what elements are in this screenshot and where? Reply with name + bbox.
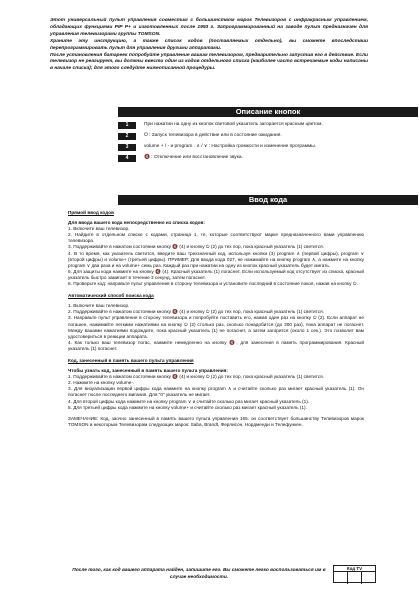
direct-entry-subheading: Для ввода вашего кода непосредственно из списка кодов: <box>68 220 205 226</box>
step-item: 1. Включите ваш телевизор. <box>68 303 130 309</box>
step-item: 1. Поддерживайте в нажатом состоянии кнопку 🔇 (4) и кнопку ⏻ (2) до тех пор, пока красный указатель (1) светится. <box>68 374 324 380</box>
code-section-title: Ввод кода <box>118 195 418 205</box>
tv-code-digit-cell <box>334 572 348 584</box>
button-number-badge: 3 <box>118 144 136 151</box>
intro-paragraph: Храните эту инструкцию, а также список кодов (поставляемых отдельно), вы сможете впоследствии перепрограммировать пульт для управления другими аппаратами. <box>50 38 368 51</box>
step-item: 4. Как только ваш телевизор погас, нажмите немедленно на кнопку 🔇, для занесения в память программирования. Красный указатель (1) погаснет. <box>68 339 364 351</box>
footer-note: После того, как код вашего аппарата найден, запишите его. Вы сможете легко воспользоваться им в случае необходимости. <box>72 568 326 580</box>
buttons-section-title: Описание кнопок <box>118 107 418 117</box>
intro-text <box>50 18 368 73</box>
memory-code-steps <box>68 374 364 411</box>
button-description-row <box>118 131 418 141</box>
memory-code-subheading: Чтобы узнать код, занесенный в память вашего пульта управления: <box>68 368 228 374</box>
button-number-badge: 2 <box>118 133 136 140</box>
tv-code-cells <box>334 572 375 584</box>
step-item: 1. Включите ваш телевизор. <box>68 226 130 232</box>
step-item: 3. Поддерживайте в нажатом состоянии кнопку 🔇 (4) и кнопку ⏻ (2) до тех пор, пока красный указатель (1) светится. <box>68 244 324 250</box>
button-description-text: При нажатии на одну из кнопок световой указатель загорается красным цветом. <box>144 122 323 127</box>
code-section-body <box>68 208 364 428</box>
step-item: 4. В то время, как указатель светится, введите ваш трехзначный код, используя кнопки (3) program ∧ (первой цифры), program ∨ (второй цифры) и volume+ (третьей цифры). ПРИМЕР: Для ввода кода 027, не нажимайте на кнопку program ∧, а нажмите на кнопку program ∨ два раза и на volume+ семь раз. Каждый раз при нажатии на одну из кнопок красный указатель будет мигать. <box>68 250 364 268</box>
step-item: 2. Найдите в отдельном списке с кодами, страница 1, те, которые соответствуют марке предназначенного вами управлению телевизора. <box>68 232 364 244</box>
auto-search-steps <box>68 303 364 352</box>
step-item: 4. Для второй цифры кода нажмите на кнопку program ∨ и считайте сколько раз мигает красный указатель (1). <box>68 398 310 404</box>
memory-code-note: ЗАМЕЧАНИЕ: Код, заочно занесенный в память вашего пульта управления 165. он соответствует большинству Телевизоров марок TOMSON и некоторым Телевизорам следующих марок: Saba, Brandt, Ферлисон, Нордменди и Телефункен. <box>68 415 364 427</box>
intro-paragraph: Этот универсальный пульт управления совместим с большинством марок Телевизоров с инфракрасным управлением, обладающих функциями PIP P+ и изготовленных после 1993 г. Запрограммированный на заводе пульт предназначен для управления телевизорами группы TOMSON. <box>50 18 368 37</box>
step-item: 2. Нажмите на кнопку volume-. <box>68 380 135 386</box>
step-item: 3. Направьте пульт управления в сторону телевизора и попробуйте поставить его, нажав один раз на кнопку ⏻ (2). Если аппарат не погашен, нажимайте легкими нажатиями на кнопку ⏻ (2) столько раз, сколько понадобится (до 300 раз), пока аппарат не погаснет. Между вашими нажатиями подождите, пока красный указатель (1) не погаснет, а затем загорится (около 1 сек.). Это позволит вам удостовериться в реакции аппарата. <box>68 315 364 339</box>
step-item: 2. Поддерживайте в нажатом состоянии кнопку 🔇 (4) и кнопку ⏻ (2) до тех пор, пока красный указатель (1) светится. <box>68 309 324 315</box>
step-item: 5. Для третьей цифры кода нажмите на кнопку volume+ и считайте сколько раз мигает красный указатель (1). <box>68 404 307 410</box>
button-description-text: volume + / - и program . ∧ / ∨ : Настройка громкости и изменение программы. <box>144 144 317 149</box>
direct-entry-heading: Прямой ввод кодов <box>68 210 114 215</box>
step-item: 5. Для защиты кода нажмите на кнопку 🔇 (4). Красный указатель (1) погаснет. Если используемый код отсутствует из списка, красный указатель быстро замигает в течение 3 секунд, затем погаснет. <box>68 268 364 280</box>
step-item: 3. Для визуализации первой цифры кода нажмите на кнопку program ∧ и считайте сколько раз мигает красный указатель (1). Он погаснет после последнего мигания. Для "0" указатель не мигает. <box>68 386 364 398</box>
button-description-text: 🔇 : Отключение или восстановление звука. <box>144 155 243 160</box>
intro-paragraph: После установления батареек попробуйте управление вашим телевизором, предварительно запустив его в действие. Если телевизор не реагирует, вы должны ввести один из кодов отдельного списка (наиболее часто встречаемые коды написаны в начале списка); для этого следуйте нижеописанной процедуры. <box>50 52 368 72</box>
buttons-list <box>118 120 418 164</box>
step-item: 6. Проверьте код: направьте пульт управления в сторону телевизора и установите последний в состояние покоя, нажав на кнопку ⏻. <box>68 281 358 287</box>
button-description-row <box>118 120 418 130</box>
button-number-badge: 1 <box>118 122 136 129</box>
direct-entry-steps <box>68 226 364 287</box>
button-description-row <box>118 153 418 163</box>
button-number-badge: 4 <box>118 155 136 162</box>
auto-search-heading: Автоматический способ поиска кода <box>68 293 154 299</box>
tv-code-digit-cell <box>362 572 375 584</box>
button-description-text: ⏻ : Запуск телевизора в действие или в состояние ожидания. <box>144 133 282 138</box>
tv-code-box <box>333 565 376 583</box>
tv-code-label: Код ТV <box>334 566 375 572</box>
memory-code-heading: Код, занесенный в память вашего пульта управления <box>68 357 194 363</box>
tv-code-digit-cell <box>348 572 362 584</box>
button-description-row <box>118 142 418 152</box>
